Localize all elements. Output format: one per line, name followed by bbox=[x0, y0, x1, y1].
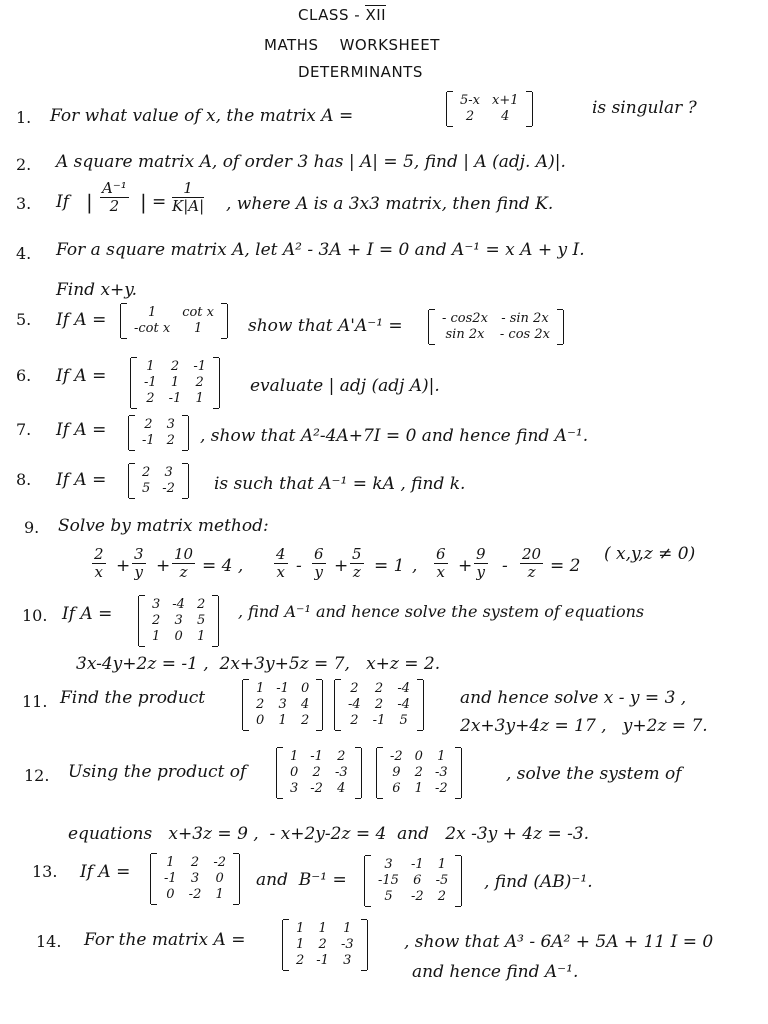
q9-eq1-term3: 10 z bbox=[174, 545, 194, 581]
matrix-cell: 4 bbox=[300, 697, 310, 712]
matrix-cell: -1 bbox=[276, 681, 289, 696]
matrix-cell: 3 bbox=[164, 465, 173, 480]
matrix-cell: 1 bbox=[170, 375, 180, 390]
matrix-cell: -2 bbox=[188, 887, 202, 902]
matrix-cell: 1 bbox=[437, 749, 446, 764]
matrix-cell: 3 bbox=[166, 417, 175, 432]
q13-matrix2 bbox=[364, 856, 462, 906]
matrix-cell: -cot x bbox=[134, 321, 171, 336]
matrix-cell: 1 bbox=[343, 921, 352, 936]
matrix-cell: 1 bbox=[196, 629, 206, 644]
q9-text: Solve by matrix method: bbox=[58, 516, 269, 536]
matrix-cell: 1 bbox=[166, 855, 175, 870]
q10-if: If A = bbox=[62, 604, 113, 624]
q9-eq2-term1: 4 x bbox=[276, 545, 286, 581]
matrix-cell: 1 bbox=[296, 921, 305, 936]
matrix-cell: -4 bbox=[172, 597, 185, 612]
matrix-cell: 0 bbox=[166, 887, 175, 902]
matrix-cell: -1 bbox=[142, 433, 155, 448]
matrix-cell: 1 bbox=[147, 305, 157, 320]
q12-text3: equations x+3z = 9 , - x+2y-2z = 4 and 2x -3y + 4z = -3. bbox=[68, 824, 590, 844]
q10-matrix bbox=[138, 596, 219, 646]
matrix-cell: 5 bbox=[384, 889, 393, 904]
matrix-cell: - cos2x bbox=[442, 311, 488, 326]
q13-matrix1 bbox=[150, 854, 240, 904]
matrix-cell: 3 bbox=[384, 857, 393, 872]
matrix-cell: 9 bbox=[392, 765, 401, 780]
q3-abs-left: | bbox=[86, 190, 93, 214]
q3-rhs-fraction: 1 K|A| bbox=[172, 179, 205, 215]
matrix-cell: -2 bbox=[434, 781, 448, 796]
q9-eq3-term3: 20 z bbox=[522, 545, 542, 581]
matrix-cell: 6 bbox=[413, 873, 422, 888]
q9-eq1-term1: 2 x bbox=[94, 545, 104, 581]
q4-number: 4. bbox=[16, 244, 32, 263]
matrix-cell: -4 bbox=[397, 681, 411, 696]
q4-text: For a square matrix A, let A² - 3A + I = 0 and A⁻¹ = x A + y I. bbox=[56, 240, 585, 260]
matrix-cell: 3 bbox=[290, 781, 299, 796]
matrix-cell: 2 bbox=[190, 855, 200, 870]
matrix-cell: 0 bbox=[215, 871, 224, 886]
q11-text: Find the product bbox=[60, 688, 206, 708]
matrix-cell: -3 bbox=[340, 937, 354, 952]
matrix-cell: 2 bbox=[170, 359, 180, 374]
matrix-cell: 2 bbox=[142, 465, 151, 480]
matrix-cell: x+1 bbox=[492, 93, 519, 108]
matrix-cell: 1 bbox=[146, 359, 155, 374]
matrix-cell: 4 bbox=[501, 109, 510, 124]
q7-if: If A = bbox=[56, 420, 107, 440]
matrix-cell: 2 bbox=[437, 889, 447, 904]
q8-matrix bbox=[128, 464, 189, 498]
matrix-cell: 3 bbox=[278, 697, 287, 712]
q13-mid: and B⁻¹ = bbox=[256, 870, 347, 890]
q9-eq3-op2: - bbox=[502, 556, 508, 576]
matrix-cell: -2 bbox=[390, 749, 403, 764]
q5-matrix2 bbox=[428, 310, 564, 344]
matrix-cell: 2 bbox=[465, 109, 475, 124]
matrix-cell: 2 bbox=[312, 765, 321, 780]
matrix-cell: -3 bbox=[434, 765, 448, 780]
matrix-cell: -1 bbox=[310, 749, 323, 764]
matrix-cell: 5 bbox=[142, 481, 151, 496]
matrix-cell: 1 bbox=[215, 887, 224, 902]
matrix-cell: -1 bbox=[168, 391, 182, 406]
matrix-cell: 2 bbox=[337, 749, 346, 764]
q11-text2: and hence solve x - y = 3 , bbox=[460, 688, 687, 708]
q9-eq3-rhs: = 2 bbox=[550, 556, 581, 576]
q9-eq1-term2: 3 y bbox=[134, 545, 144, 581]
q3-if: If bbox=[56, 192, 70, 212]
q1-text: For what value of x, the matrix A = bbox=[50, 106, 354, 126]
matrix-cell: 2 bbox=[350, 681, 359, 696]
q10-number: 10. bbox=[22, 606, 48, 625]
matrix-cell: 2 bbox=[144, 417, 153, 432]
matrix-cell: 1 bbox=[318, 921, 327, 936]
matrix-cell: 2 bbox=[152, 613, 161, 628]
q6-number: 6. bbox=[16, 366, 32, 385]
q9-eq1-op2: + bbox=[156, 556, 171, 576]
q6-text: evaluate | adj (adj A)|. bbox=[250, 376, 440, 396]
q13-number: 13. bbox=[32, 862, 58, 881]
q9-eq2-term3: 5 z bbox=[352, 545, 362, 581]
q5-number: 5. bbox=[16, 310, 32, 329]
q14-number: 14. bbox=[36, 932, 62, 951]
matrix-cell: 2 bbox=[146, 391, 155, 406]
matrix-cell: 5 bbox=[399, 713, 408, 728]
matrix-cell: -4 bbox=[397, 697, 411, 712]
q9-eq2-rhs: = 1 bbox=[374, 556, 405, 576]
matrix-cell: -1 bbox=[164, 871, 177, 886]
q12-number: 12. bbox=[24, 766, 50, 785]
matrix-cell: -1 bbox=[193, 359, 207, 374]
matrix-cell: 2 bbox=[166, 433, 175, 448]
q12-matrix2 bbox=[376, 748, 462, 798]
q9-eq1-rhs: = 4 , bbox=[202, 556, 244, 576]
q12-text: Using the product of bbox=[68, 762, 247, 782]
matrix-cell: 3 bbox=[152, 597, 161, 612]
q3-text: , where A is a 3x3 matrix, then find K. bbox=[226, 194, 554, 214]
matrix-cell: - cos 2x bbox=[499, 327, 550, 342]
q9-eq1-op1: + bbox=[116, 556, 131, 576]
q7-matrix bbox=[128, 416, 189, 450]
q3-number: 3. bbox=[16, 194, 32, 213]
matrix-cell: 1 bbox=[414, 781, 423, 796]
matrix-cell: 1 bbox=[296, 937, 305, 952]
q5-if: If A = bbox=[56, 310, 107, 330]
matrix-cell: 1 bbox=[278, 713, 287, 728]
matrix-cell: 0 bbox=[256, 713, 265, 728]
matrix-cell: sin 2x bbox=[445, 327, 485, 342]
q11-number: 11. bbox=[22, 692, 48, 711]
q13-text: , find (AB)⁻¹. bbox=[484, 872, 593, 892]
matrix-cell: 1 bbox=[195, 391, 204, 406]
worksheet-title: MATHS WORKSHEET bbox=[264, 36, 440, 54]
q1-matrix bbox=[446, 92, 533, 126]
matrix-cell: 2 bbox=[296, 953, 305, 968]
q2-number: 2. bbox=[16, 155, 32, 174]
q4-text2: Find x+y. bbox=[56, 280, 138, 300]
matrix-cell: 0 bbox=[414, 749, 423, 764]
q9-eq2-op2: + bbox=[334, 556, 349, 576]
q14-text: For the matrix A = bbox=[84, 930, 246, 950]
matrix-cell: 2 bbox=[374, 681, 384, 696]
topic-title: DETERMINANTS bbox=[298, 63, 423, 81]
matrix-cell: 6 bbox=[392, 781, 401, 796]
matrix-cell: 1 bbox=[256, 681, 265, 696]
matrix-cell: -1 bbox=[316, 953, 329, 968]
q10-text: , find A⁻¹ and hence solve the system of equations bbox=[238, 602, 645, 621]
q7-text: , show that A²-4A+7I = 0 and hence find A⁻¹. bbox=[200, 426, 589, 446]
q10-system: 3x-4y+2z = -1 , 2x+3y+5z = 7, x+z = 2. bbox=[76, 654, 441, 674]
q6-if: If A = bbox=[56, 366, 107, 386]
matrix-cell: 1 bbox=[152, 629, 161, 644]
q12-matrix1 bbox=[276, 748, 362, 798]
matrix-cell: 2 bbox=[196, 597, 206, 612]
q3-equals: = bbox=[152, 192, 167, 212]
q11-matrix2 bbox=[334, 680, 424, 730]
class-numeral: XII bbox=[365, 6, 387, 24]
matrix-cell: 0 bbox=[174, 629, 183, 644]
matrix-cell: -2 bbox=[162, 481, 175, 496]
q3-abs-right: | bbox=[140, 190, 147, 214]
q5-matrix bbox=[120, 304, 228, 338]
matrix-cell: 2 bbox=[195, 375, 204, 390]
matrix-cell: -1 bbox=[372, 713, 386, 728]
q11-matrix1 bbox=[242, 680, 323, 730]
q9-condition: ( x,y,z ≠ 0) bbox=[604, 544, 696, 564]
q9-number: 9. bbox=[24, 518, 40, 537]
matrix-cell: 2 bbox=[374, 697, 384, 712]
matrix-cell: 5-x bbox=[460, 93, 480, 108]
matrix-cell: 2 bbox=[318, 937, 327, 952]
q9-separator: , bbox=[412, 556, 418, 576]
matrix-cell: -1 bbox=[144, 375, 157, 390]
q9-eq3-term1: 6 x bbox=[436, 545, 446, 581]
q5-text: show that A'A⁻¹ = bbox=[248, 316, 403, 336]
matrix-cell: 2 bbox=[414, 765, 423, 780]
matrix-cell: 3 bbox=[174, 613, 183, 628]
q2-text: A square matrix A, of order 3 has | A| = 5, find | A (adj. A)|. bbox=[56, 152, 566, 172]
q9-eq2-term2: 6 y bbox=[314, 545, 324, 581]
q8-if: If A = bbox=[56, 470, 107, 490]
matrix-cell: - sin 2x bbox=[501, 311, 549, 326]
q1-number: 1. bbox=[16, 108, 32, 127]
q8-number: 8. bbox=[16, 470, 32, 489]
matrix-cell: -15 bbox=[378, 873, 399, 888]
matrix-cell: -2 bbox=[410, 889, 424, 904]
matrix-cell: -2 bbox=[310, 781, 323, 796]
matrix-cell: 1 bbox=[193, 321, 203, 336]
class-title bbox=[298, 6, 386, 24]
matrix-cell: 2 bbox=[256, 697, 265, 712]
matrix-cell: 0 bbox=[300, 681, 310, 696]
matrix-cell: -5 bbox=[435, 873, 449, 888]
matrix-cell: -3 bbox=[334, 765, 348, 780]
matrix-cell: 0 bbox=[290, 765, 299, 780]
matrix-cell: 4 bbox=[337, 781, 346, 796]
q7-number: 7. bbox=[16, 420, 32, 439]
class-prefix: CLASS - bbox=[298, 6, 361, 24]
q14-matrix bbox=[282, 920, 368, 970]
q13-if: If A = bbox=[80, 862, 131, 882]
matrix-cell: 2 bbox=[350, 713, 359, 728]
q11-text3: 2x+3y+4z = 17 , y+2z = 7. bbox=[460, 716, 708, 736]
q14-text2: , show that A³ - 6A² + 5A + 11 I = 0 bbox=[404, 932, 714, 952]
q9-eq3-op1: + bbox=[458, 556, 473, 576]
q12-text2: , solve the system of bbox=[506, 764, 682, 784]
matrix-cell: 3 bbox=[190, 871, 200, 886]
matrix-cell: 1 bbox=[437, 857, 447, 872]
matrix-cell: cot x bbox=[182, 305, 214, 320]
q6-matrix bbox=[130, 358, 220, 408]
matrix-cell: -1 bbox=[410, 857, 424, 872]
q14-text3: and hence find A⁻¹. bbox=[412, 962, 579, 982]
matrix-cell: 5 bbox=[196, 613, 206, 628]
matrix-cell: 3 bbox=[343, 953, 352, 968]
matrix-cell: -4 bbox=[348, 697, 361, 712]
matrix-cell: 2 bbox=[300, 713, 310, 728]
matrix-cell: -2 bbox=[213, 855, 227, 870]
q1-text-end: is singular ? bbox=[592, 98, 697, 118]
q9-eq3-term2: 9 y bbox=[476, 545, 486, 581]
q9-eq2-op1: - bbox=[296, 556, 302, 576]
q3-fraction: A⁻¹ 2 bbox=[102, 179, 127, 215]
matrix-cell: 1 bbox=[290, 749, 299, 764]
q8-text: is such that A⁻¹ = kA , find k. bbox=[214, 474, 466, 494]
